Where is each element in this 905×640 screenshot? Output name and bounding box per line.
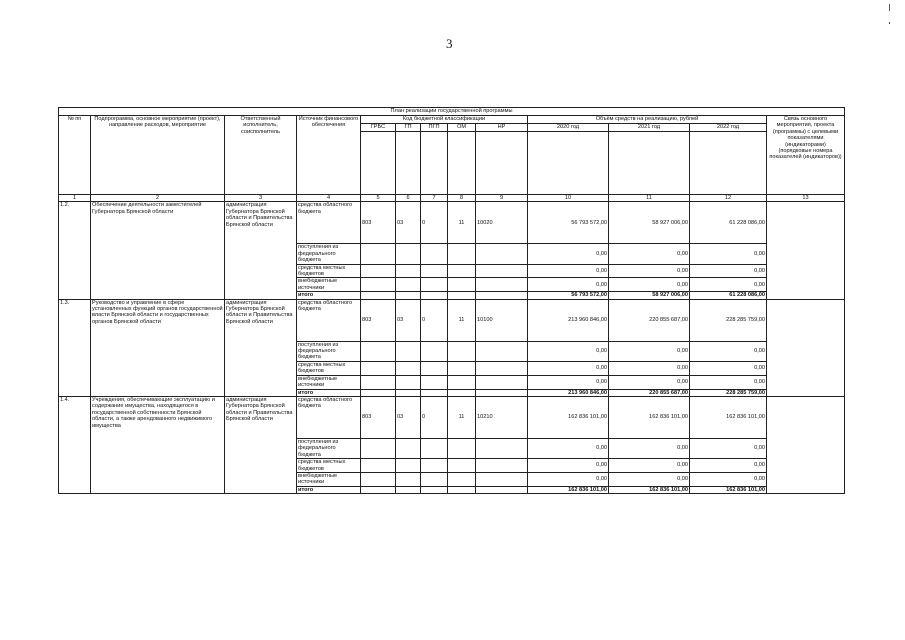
- scan-edge-mark: [889, 22, 890, 24]
- column-number: 12: [690, 195, 767, 202]
- pgp-code: 0: [421, 202, 448, 244]
- indicator-link: [767, 202, 845, 299]
- amount-2021: 0,00: [609, 375, 690, 389]
- funding-source: средства местных бюджетов: [297, 459, 361, 473]
- column-number: 1: [59, 195, 91, 202]
- gp-code: [396, 292, 421, 299]
- gp-code: [396, 341, 421, 361]
- gp-code: [396, 244, 421, 264]
- nr-code: [476, 375, 528, 389]
- col-header-source: Источник финансового обеспечения: [297, 116, 361, 195]
- amount-2022: 0,00: [690, 438, 767, 458]
- gp-code: [396, 486, 421, 493]
- amount-2021: 0,00: [609, 264, 690, 278]
- funding-source: средства местных бюджетов: [297, 264, 361, 278]
- funding-source: внебюджетные источники: [297, 375, 361, 389]
- om-code: [448, 459, 476, 473]
- pgp-code: 0: [421, 396, 448, 438]
- grbs-code: [361, 438, 396, 458]
- executor: администрация Губернатора Брянской области и Правительства Брянской области: [225, 396, 297, 493]
- amount-2022: 228 285 759,00: [690, 299, 767, 341]
- pgp-code: [421, 341, 448, 361]
- pgp-code: [421, 459, 448, 473]
- gp-code: [396, 264, 421, 278]
- col-header-om: ОМ: [448, 124, 476, 132]
- amount-2020: 0,00: [528, 438, 609, 458]
- grbs-code: [361, 472, 396, 486]
- nr-code: [476, 459, 528, 473]
- col-header-executor: Ответственный исполнитель, соисполнитель: [225, 116, 297, 195]
- amount-2021: 162 836 101,00: [609, 396, 690, 438]
- column-number: 7: [421, 195, 448, 202]
- grbs-code: 803: [361, 396, 396, 438]
- om-code: [448, 361, 476, 375]
- nr-code: [476, 486, 528, 493]
- pgp-code: [421, 264, 448, 278]
- pgp-code: [421, 292, 448, 299]
- amount-2022: 0,00: [690, 341, 767, 361]
- total-label: итого: [297, 389, 361, 396]
- column-number: 2: [91, 195, 225, 202]
- table-row: [59, 396, 845, 438]
- grbs-code: [361, 389, 396, 396]
- om-code: [448, 472, 476, 486]
- amount-2022: 61 228 086,00: [690, 202, 767, 244]
- total-2021: 58 927 006,00: [609, 292, 690, 299]
- gp-code: [396, 361, 421, 375]
- row-number: 1.3.: [59, 299, 91, 396]
- amount-2022: 0,00: [690, 264, 767, 278]
- amount-2021: 58 927 006,00: [609, 202, 690, 244]
- pgp-code: [421, 472, 448, 486]
- gp-code: [396, 278, 421, 292]
- funding-source: поступления из федерального бюджета: [297, 438, 361, 458]
- grbs-code: [361, 459, 396, 473]
- amount-2020: 0,00: [528, 459, 609, 473]
- amount-2020: 0,00: [528, 244, 609, 264]
- nr-code: [476, 292, 528, 299]
- col-header-nr: НР: [476, 124, 528, 132]
- col-header-link: Связь основного мероприятия, проекта (программы) с целевыми показателями (индикаторами) (порядковые номера показателей (индикаторов)): [767, 116, 845, 195]
- grbs-code: [361, 278, 396, 292]
- funding-source: внебюджетные источники: [297, 472, 361, 486]
- total-2020: 213 960 846,00: [528, 389, 609, 396]
- gp-code: [396, 438, 421, 458]
- executor: администрация Губернатора Брянской области и Правительства Брянской области: [225, 299, 297, 396]
- col-header-2020: 2020 год: [528, 124, 609, 132]
- grbs-code: [361, 375, 396, 389]
- om-code: [448, 292, 476, 299]
- total-2022: 61 228 086,00: [690, 292, 767, 299]
- amount-2020: 0,00: [528, 278, 609, 292]
- nr-code: [476, 389, 528, 396]
- gp-code: [396, 375, 421, 389]
- funding-source: поступления из федерального бюджета: [297, 341, 361, 361]
- amount-2022: 0,00: [690, 472, 767, 486]
- gp-code: [396, 459, 421, 473]
- column-number: 3: [225, 195, 297, 202]
- activity-name: Учреждения, обеспечивающие эксплуатацию и содержание имущества, находящегося в государственной собственности Брянской области, а также арендованного недвижимого имущества: [91, 396, 225, 493]
- grbs-code: [361, 361, 396, 375]
- table-title: План реализации государственной программы: [59, 108, 845, 116]
- amount-2022: 0,00: [690, 375, 767, 389]
- amount-2020: 0,00: [528, 375, 609, 389]
- amount-2021: 220 855 687,00: [609, 299, 690, 341]
- grbs-code: [361, 292, 396, 299]
- om-code: [448, 264, 476, 278]
- gp-code: 03: [396, 396, 421, 438]
- funding-source: внебюджетные источники: [297, 278, 361, 292]
- col-header-gp: ГП: [396, 124, 421, 132]
- amount-2020: 0,00: [528, 341, 609, 361]
- om-code: [448, 244, 476, 264]
- page-number: 3: [446, 36, 453, 51]
- column-number: 6: [396, 195, 421, 202]
- amount-2021: 0,00: [609, 341, 690, 361]
- amount-2020: 0,00: [528, 361, 609, 375]
- column-number: 8: [448, 195, 476, 202]
- nr-code: [476, 361, 528, 375]
- total-2020: 56 793 572,00: [528, 292, 609, 299]
- om-code: [448, 389, 476, 396]
- col-header-grbs: ГРБС: [361, 124, 396, 132]
- total-2022: 162 836 101,00: [690, 486, 767, 493]
- indicator-link: [767, 396, 845, 493]
- nr-code: 10020: [476, 202, 528, 244]
- column-number: 4: [297, 195, 361, 202]
- amount-2020: 56 793 572,00: [528, 202, 609, 244]
- nr-code: [476, 472, 528, 486]
- om-code: [448, 486, 476, 493]
- total-label: итого: [297, 292, 361, 299]
- funding-source: поступления из федерального бюджета: [297, 244, 361, 264]
- amount-2022: 162 836 101,00: [690, 396, 767, 438]
- om-code: [448, 278, 476, 292]
- table-row: [59, 299, 845, 341]
- grbs-code: 803: [361, 202, 396, 244]
- amount-2022: 0,00: [690, 459, 767, 473]
- nr-code: [476, 278, 528, 292]
- activity-name: Обеспечение деятельности заместителей Губернатора Брянской области: [91, 202, 225, 299]
- nr-code: 10100: [476, 299, 528, 341]
- pgp-code: [421, 278, 448, 292]
- col-header-num: № пп: [59, 116, 91, 195]
- pgp-code: [421, 375, 448, 389]
- amount-2022: 0,00: [690, 361, 767, 375]
- program-plan-table: [58, 107, 845, 494]
- total-label: итого: [297, 486, 361, 493]
- amount-2021: 0,00: [609, 361, 690, 375]
- col-header-pgp: ПГП: [421, 124, 448, 132]
- amount-2021: 0,00: [609, 472, 690, 486]
- nr-code: 10210: [476, 396, 528, 438]
- om-code: [448, 375, 476, 389]
- amount-2020: 0,00: [528, 264, 609, 278]
- col-header-2021: 2021 год: [609, 124, 690, 132]
- column-number: 11: [609, 195, 690, 202]
- funding-source: средства областного бюджета: [297, 299, 361, 341]
- grbs-code: [361, 264, 396, 278]
- pgp-code: [421, 389, 448, 396]
- grbs-code: [361, 486, 396, 493]
- total-2020: 162 836 101,00: [528, 486, 609, 493]
- executor: администрация Губернатора Брянской области и Правительства Брянской области: [225, 202, 297, 299]
- amount-2021: 0,00: [609, 278, 690, 292]
- indicator-link: [767, 299, 845, 396]
- amount-2020: 0,00: [528, 472, 609, 486]
- column-number: 5: [361, 195, 396, 202]
- gp-code: [396, 389, 421, 396]
- pgp-code: [421, 244, 448, 264]
- funding-source: средства местных бюджетов: [297, 361, 361, 375]
- grbs-code: 803: [361, 299, 396, 341]
- amount-2021: 0,00: [609, 244, 690, 264]
- column-number: 10: [528, 195, 609, 202]
- funding-source: средства областного бюджета: [297, 396, 361, 438]
- col-header-volume-group: Объём средств на реализацию, рублей: [528, 116, 767, 124]
- amount-2020: 162 836 101,00: [528, 396, 609, 438]
- total-2022: 228 285 759,00: [690, 389, 767, 396]
- column-number: 13: [767, 195, 845, 202]
- om-code: 11: [448, 396, 476, 438]
- row-number: 1.4.: [59, 396, 91, 493]
- nr-code: [476, 244, 528, 264]
- om-code: 11: [448, 299, 476, 341]
- amount-2020: 213 960 846,00: [528, 299, 609, 341]
- pgp-code: 0: [421, 299, 448, 341]
- total-2021: 162 836 101,00: [609, 486, 690, 493]
- total-2021: 220 855 687,00: [609, 389, 690, 396]
- pgp-code: [421, 486, 448, 493]
- grbs-code: [361, 341, 396, 361]
- col-header-2022: 2022 год: [690, 124, 767, 132]
- activity-name: Руководство и управление в сфере установленных функций органов государственной власти Брянской области и государственных органов Брянской области: [91, 299, 225, 396]
- gp-code: [396, 472, 421, 486]
- table-row: [59, 202, 845, 244]
- gp-code: 03: [396, 202, 421, 244]
- gp-code: 03: [396, 299, 421, 341]
- row-number: 1.2.: [59, 202, 91, 299]
- grbs-code: [361, 244, 396, 264]
- nr-code: [476, 341, 528, 361]
- column-number: 9: [476, 195, 528, 202]
- amount-2022: 0,00: [690, 244, 767, 264]
- nr-code: [476, 438, 528, 458]
- pgp-code: [421, 361, 448, 375]
- om-code: [448, 438, 476, 458]
- nr-code: [476, 264, 528, 278]
- om-code: [448, 341, 476, 361]
- om-code: 11: [448, 202, 476, 244]
- amount-2021: 0,00: [609, 438, 690, 458]
- col-header-subprogram: Подпрограмма, основное мероприятие (проект), направление расходов, мероприятие: [91, 116, 225, 195]
- pgp-code: [421, 438, 448, 458]
- amount-2021: 0,00: [609, 459, 690, 473]
- scan-edge-mark: [889, 4, 890, 11]
- funding-source: средства областного бюджета: [297, 202, 361, 244]
- amount-2022: 0,00: [690, 278, 767, 292]
- col-header-code-group: Код бюджетной классификации: [361, 116, 528, 124]
